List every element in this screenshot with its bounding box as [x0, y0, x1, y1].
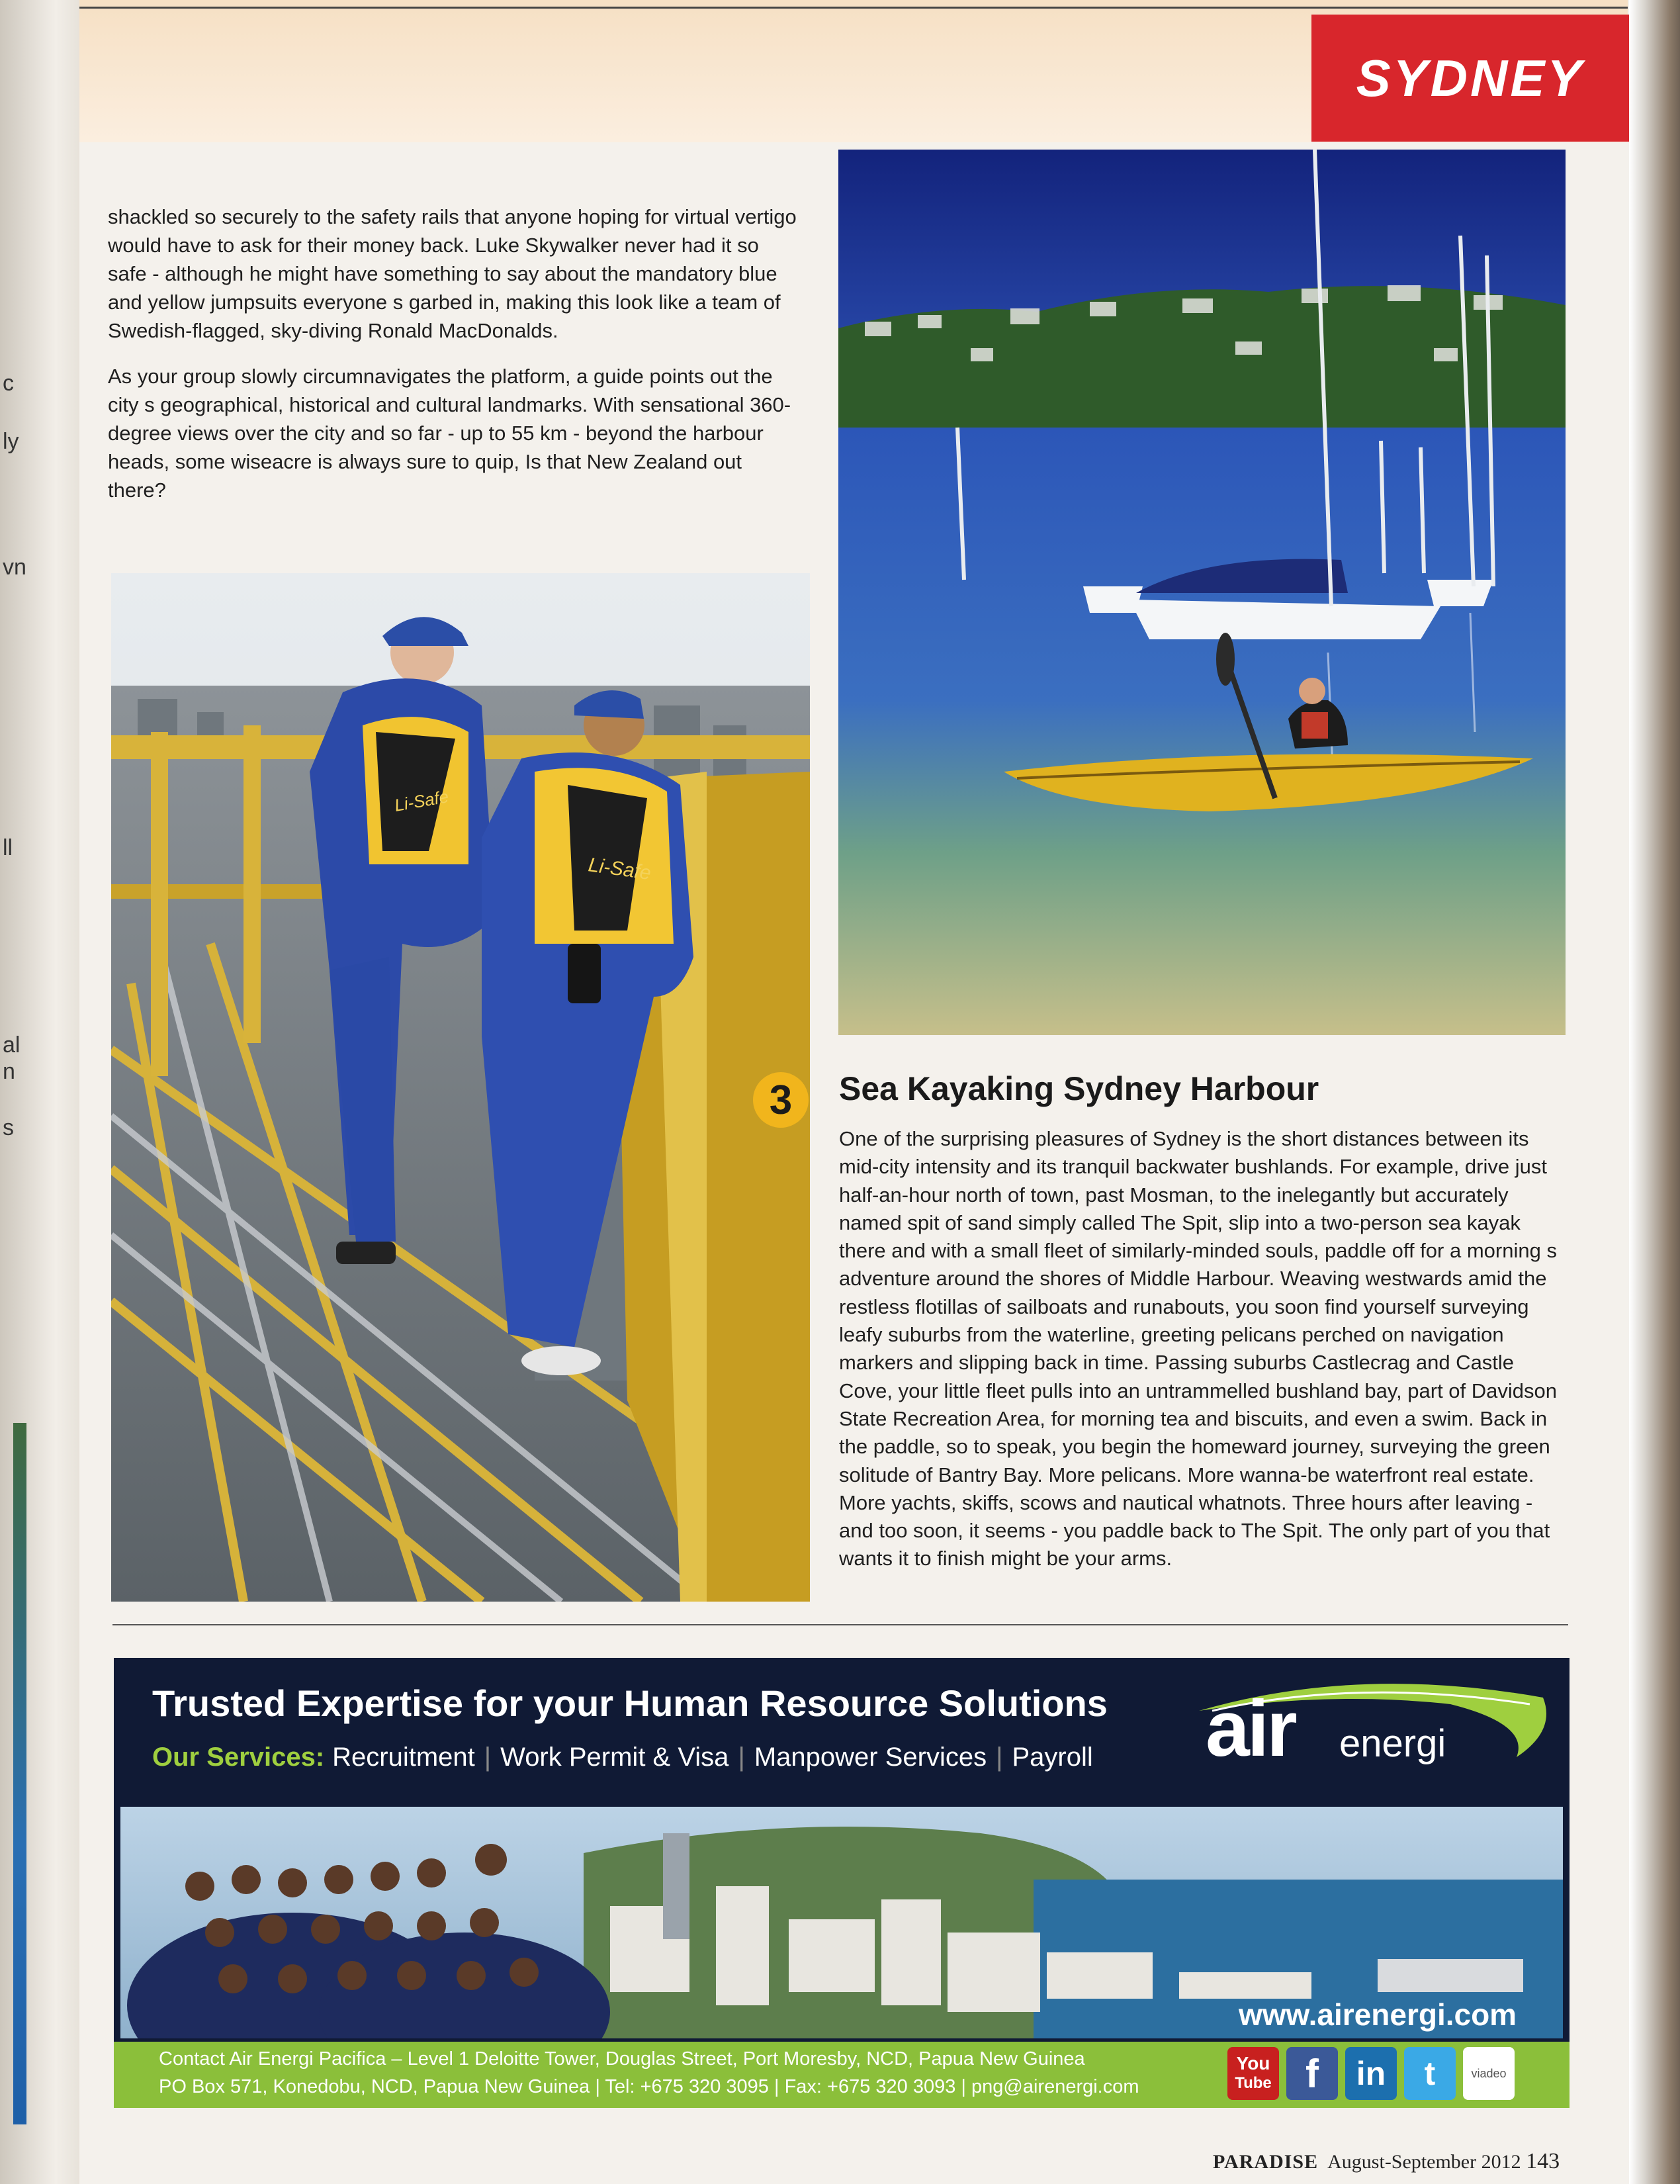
advert-contact-bar	[114, 2042, 1569, 2108]
margin-fragment: n	[3, 1059, 15, 1084]
service-item: Work Permit & Visa	[500, 1743, 729, 1772]
margin-fragment: ll	[3, 835, 13, 860]
margin-fragment: s	[3, 1115, 14, 1140]
facing-page-photo-sliver	[13, 1423, 26, 2124]
advert-url[interactable]: www.airenergi.com	[1239, 1997, 1517, 2032]
linkedin-icon[interactable]: in	[1345, 2047, 1397, 2100]
margin-fragment: c	[3, 371, 14, 396]
section-divider	[112, 1624, 1568, 1625]
separator: |	[996, 1743, 1003, 1772]
jumpsuit-label: Li-Safe	[392, 786, 451, 815]
section-tag: SYDNEY	[1311, 15, 1629, 142]
margin-fragment: vn	[3, 555, 26, 580]
margin-fragment: ly	[3, 429, 19, 454]
top-rule	[79, 7, 1628, 9]
youtube-label: You	[1236, 2053, 1270, 2073]
section-body: One of the surprising pleasures of Sydney is the short distances between its mid-city intensity and its tranquil backwater bushlands. For example, drive just half-an-hour north of town, past Mosman, to the inelegantly but accurately named spit of sand simply called The Spit, slip into a two-person sea kayak there and with a small fleet of similarly-minded souls, paddle off for a morning s adventure around the shores of Middle Harbour. Weaving westwards amid the restless flotillas of sailboats and runabouts, you soon find yourself surveying leafy suburbs from the waterline, greeting pelicans perched on navigation markers and slipping back in time. Passing suburbs Castlecrag and Castle Cove, your little fleet pulls into an untrammelled bushland bay, part of Davidson State Recreation Area, for morning tea and biscuits, and even a swim. Back in the paddle, so to speak, you begin the homeward journey, surveying the green solitude of Bantry Bay. More pelicans. More wanna-be waterfront real estate. More yachts, skiffs, scows and nautical whatnots. Three hours after leaving - and too soon, it seems - you paddle back to The Spit. The only part of you that wants it to finish might be your arms.	[839, 1127, 1558, 1570]
contact-line: Contact Air Energi Pacifica – Level 1 Deloitte Tower, Douglas Street, Port Moresby, NCD, Papua New Guinea	[159, 2048, 1085, 2070]
air-energi-logo	[1186, 1671, 1556, 1777]
twitter-icon[interactable]: t	[1404, 2047, 1456, 2100]
magazine-name: PARADISE	[1213, 2151, 1319, 2173]
viadeo-icon[interactable]: viadeo	[1463, 2047, 1515, 2100]
facebook-icon[interactable]: f	[1286, 2047, 1338, 2100]
youtube-icon[interactable]	[1227, 2047, 1279, 2100]
service-item: Payroll	[1012, 1743, 1093, 1772]
services-label: Our Services:	[152, 1743, 325, 1772]
page-gutter	[0, 0, 79, 2184]
page-number: 143	[1526, 2149, 1560, 2173]
contact-line: PO Box 571, Konedobu, NCD, Papua New Guinea | Tel: +675 320 3095 | Fax: +675 320 3093 | png@airenergi.com	[159, 2076, 1139, 2097]
section-heading: Sea Kayaking Sydney Harbour	[839, 1070, 1319, 1107]
skywalk-photo	[111, 573, 810, 1602]
kayak-photo	[838, 150, 1566, 1035]
service-item: Manpower Services	[754, 1743, 987, 1772]
section-number-badge: 3	[753, 1072, 809, 1128]
page-footer	[1213, 2149, 1560, 2174]
body-paragraph: As your group slowly circumnavigates the platform, a guide points out the city s geographical, historical and cultural landmarks. With sensational 360-degree views over the city and so far - up to 55 km - beyond the harbour heads, some wiseacre is always sure to quip, Is that New Zealand out there?	[108, 365, 791, 502]
body-paragraph: shackled so securely to the safety rails that anyone hoping for virtual vertigo would have to ask for their money back. Luke Skywalker never had it so safe - although he might have something to say about the mandatory blue and yellow jumpsuits everyone s garbed in, making this look like a team of Swedish-flagged, sky-diving Ronald MacDonalds.	[108, 205, 797, 342]
separator: |	[738, 1743, 745, 1772]
page-edge	[1629, 0, 1680, 2184]
jumpsuit-label: Li-Safe	[587, 854, 652, 885]
youtube-label: Tube	[1235, 2074, 1272, 2092]
logo-energi: energi	[1339, 1722, 1446, 1765]
advert-services	[152, 1743, 1093, 1772]
left-column-text	[108, 203, 803, 522]
advert-title: Trusted Expertise for your Human Resource Solutions	[152, 1682, 1108, 1724]
issue-date: August-September 2012	[1327, 2151, 1521, 2173]
service-item: Recruitment	[332, 1743, 475, 1772]
logo-air: air	[1206, 1684, 1295, 1773]
margin-fragment: al	[3, 1032, 21, 1058]
air-energi-advert	[114, 1658, 1569, 2108]
separator: |	[484, 1743, 492, 1772]
